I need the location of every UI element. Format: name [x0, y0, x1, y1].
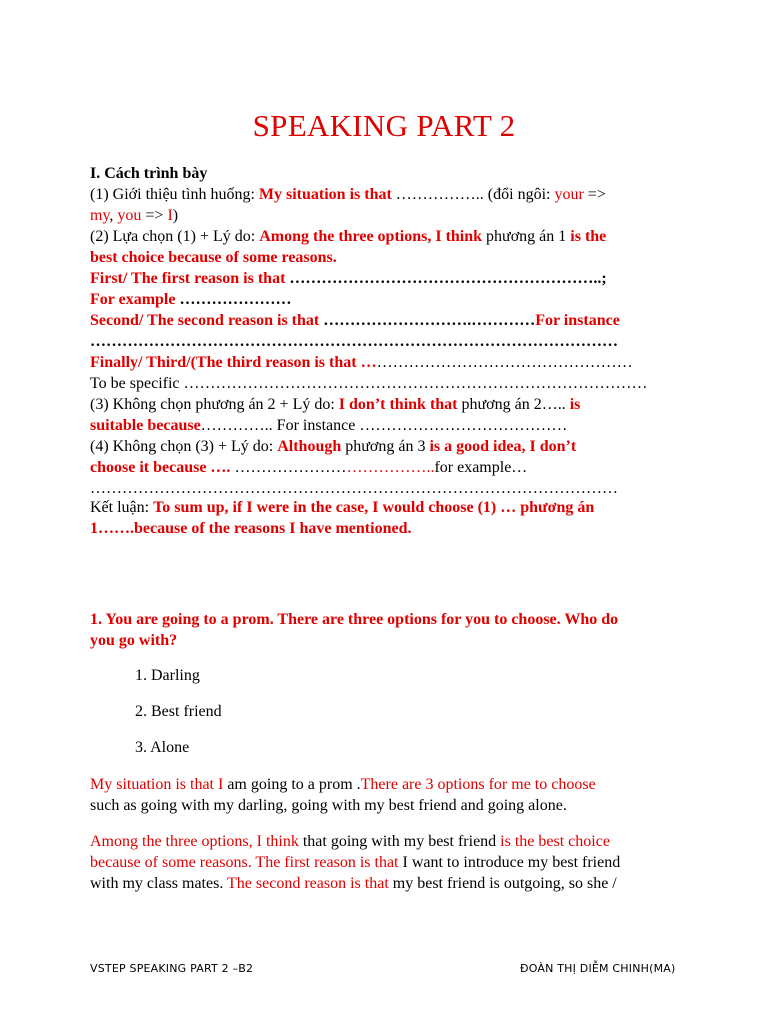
option-best-friend: 2. Best friend — [135, 703, 222, 720]
option-alone: 3. Alone — [135, 739, 190, 756]
instruction-line-5: First/ The first reason is that …………………………………………………..; — [90, 270, 607, 287]
answer-line-3: Among the three options, I think that going with my best friend is the best choice — [90, 833, 610, 850]
instruction-line-4: best choice because of some reasons. — [90, 249, 337, 266]
answer-line-5: with my class mates. The second reason is that my best friend is outgoing, so she / — [90, 875, 617, 892]
footer-left: VSTEP SPEAKING PART 2 –B2 — [90, 962, 254, 975]
answer-line-2: such as going with my darling, going with my best friend and going alone. — [90, 797, 567, 814]
instruction-line-6: For example ………………… — [90, 291, 292, 308]
answer-line-1: My situation is that I am going to a prom .There are 3 options for me to choose — [90, 776, 596, 793]
instruction-line-14: choose it because …. ………………………………..for example… — [90, 459, 528, 476]
question-line-1: 1. You are going to a prom. There are three options for you to choose. Who do — [90, 611, 619, 628]
page-title: SPEAKING PART 2 — [252, 108, 516, 143]
instruction-line-3: (2) Lựa chọn (1) + Lý do: Among the three options, I think phương án 1 is the — [90, 228, 607, 245]
option-darling: 1. Darling — [135, 667, 200, 684]
instruction-line-2: my, you => I) — [90, 207, 179, 224]
conclusion-line-2: 1…….because of the reasons I have mentioned. — [90, 520, 412, 537]
question-line-2: you go with? — [90, 632, 178, 649]
instruction-line-8: ……………………………………………………………………………………… — [90, 333, 618, 350]
instruction-line-10: To be specific …………………………………………………………………………… — [90, 375, 648, 392]
answer-line-4: because of some reasons. The first reason is that I want to introduce my best friend — [90, 854, 621, 871]
instruction-line-13: (4) Không chọn (3) + Lý do: Although phương án 3 is a good idea, I don’t — [90, 438, 577, 455]
conclusion-line-1: Kết luận: To sum up, if I were in the case, I would choose (1) … phương án — [90, 499, 595, 516]
instruction-line-15: ……………………………………………………………………………………… — [90, 480, 618, 497]
instruction-line-1: (1) Giới thiệu tình huống: My situation is that …………….. (đổi ngôi: your => — [90, 186, 606, 203]
footer-right: ĐOÀN THỊ DIỄM CHINH(MA) — [520, 962, 676, 975]
instruction-line-9: Finally/ Third/(The third reason is that …………………………………………… — [90, 354, 633, 371]
instruction-line-12: suitable because………….. For instance ………………………………… — [90, 417, 568, 434]
instruction-line-11: (3) Không chọn phương án 2 + Lý do: I don’t think that phương án 2….. is — [90, 396, 581, 413]
section-heading: I. Cách trình bày — [90, 165, 208, 182]
instruction-line-7: Second/ The second reason is that ……………………….…………For instance — [90, 312, 620, 329]
